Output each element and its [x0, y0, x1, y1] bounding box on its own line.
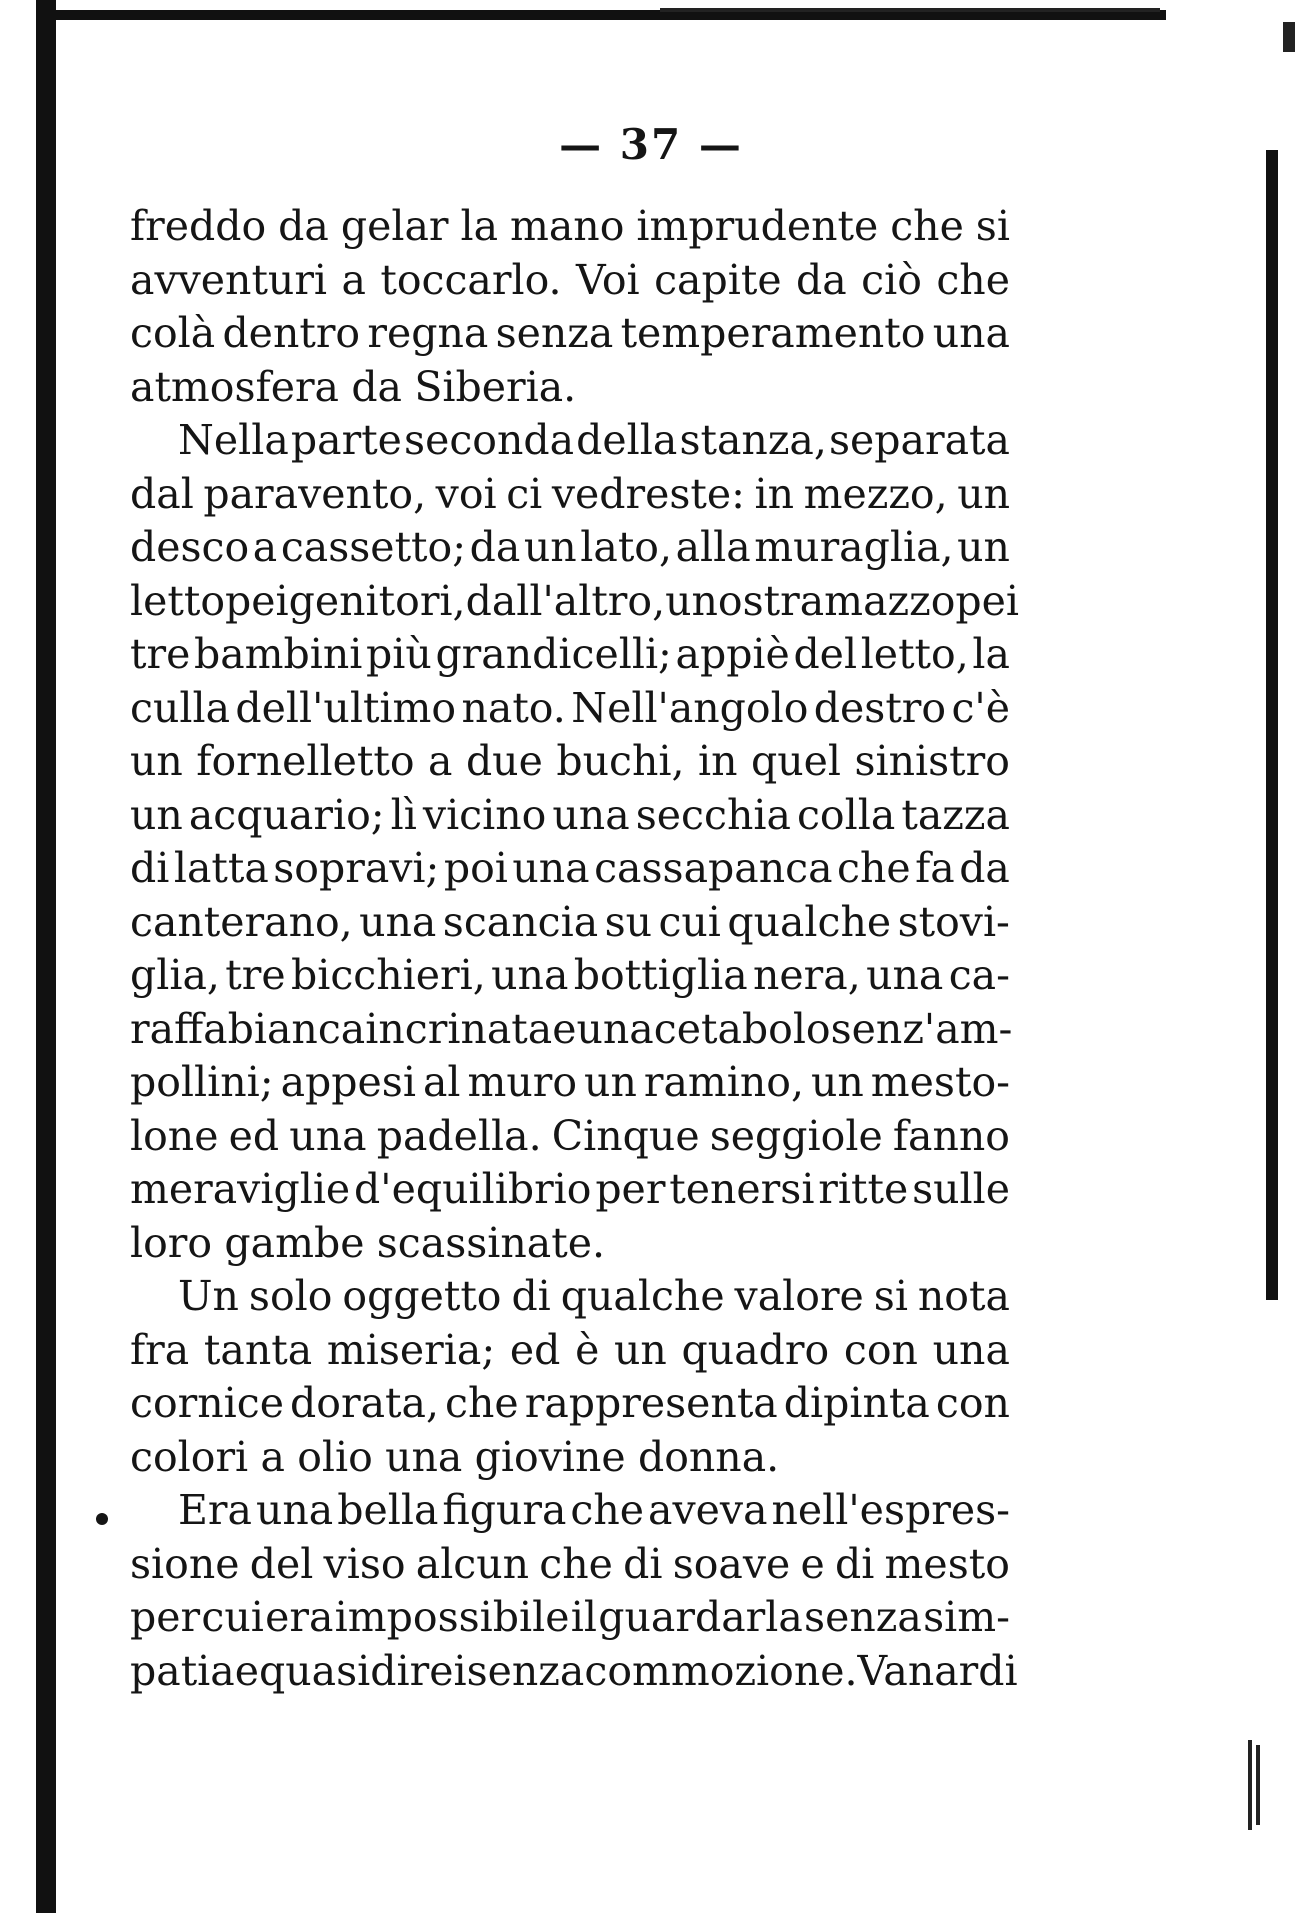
word: una	[932, 309, 1010, 357]
page-number: — 37 —	[559, 120, 743, 169]
word: canterano,	[130, 897, 353, 946]
word: e	[552, 1004, 577, 1053]
word: un	[957, 469, 1010, 518]
word: un	[584, 1058, 637, 1106]
word: senza	[804, 1593, 922, 1641]
word: qualche	[560, 1272, 725, 1320]
word: pei	[955, 576, 1020, 625]
word: quadro	[681, 1325, 830, 1374]
text-line	[130, 1163, 1010, 1217]
word: una	[866, 951, 944, 999]
word: ca-	[948, 951, 1010, 999]
word: miseria;	[326, 1325, 496, 1374]
word: in	[754, 469, 795, 518]
word: seggiole	[709, 1111, 883, 1160]
text-line	[130, 307, 1010, 361]
word: fa	[915, 844, 955, 892]
word: tazza	[901, 790, 1010, 839]
word: donna.	[637, 1432, 780, 1481]
word: e	[234, 1646, 259, 1695]
word: loro	[130, 1218, 213, 1267]
word: senza	[466, 1646, 585, 1695]
text-line	[130, 1217, 1010, 1271]
word: oggetto	[342, 1272, 502, 1320]
word: nera,	[753, 951, 861, 999]
word: nell'espres-	[771, 1486, 1010, 1534]
text-line	[130, 468, 1010, 522]
word: e	[800, 1539, 825, 1588]
text-line	[130, 575, 1020, 629]
word: gelar	[340, 202, 449, 250]
word: una	[491, 951, 569, 999]
word: che	[836, 844, 911, 892]
word: sulle	[912, 1165, 1010, 1213]
word: dorata,	[290, 1379, 439, 1427]
word: un	[130, 737, 183, 785]
word: scassinate.	[376, 1218, 606, 1267]
word: due	[465, 737, 543, 785]
word: pollini;	[130, 1058, 274, 1106]
word: un	[614, 1325, 667, 1374]
word: capite	[654, 255, 782, 304]
word: senza	[495, 309, 614, 357]
word: meraviglie	[130, 1165, 351, 1213]
word: temperamento	[620, 309, 926, 357]
word: secchia	[635, 790, 791, 839]
word: appesi	[280, 1058, 416, 1106]
word: vedreste:	[551, 469, 745, 518]
word: sinistro	[854, 737, 1010, 785]
word: colla	[796, 790, 896, 839]
word: a	[252, 523, 278, 571]
word: quel	[750, 737, 841, 785]
word: la	[972, 630, 1010, 678]
word: parte	[290, 416, 402, 464]
word: poi	[443, 844, 508, 892]
word: raffa	[130, 1004, 228, 1053]
word: di	[834, 1539, 875, 1588]
text-line	[130, 1324, 1010, 1378]
word: una	[289, 1111, 367, 1160]
word: a	[260, 1432, 285, 1481]
word: grandicelli;	[435, 630, 672, 678]
word: di	[623, 1539, 663, 1588]
word: per	[130, 1593, 201, 1641]
text-line	[130, 1484, 1010, 1538]
text-line	[130, 735, 1010, 789]
word: rappresenta	[524, 1379, 778, 1427]
text-line	[130, 1110, 1010, 1164]
word: acquario;	[188, 790, 385, 839]
text-line	[130, 949, 1010, 1003]
word: alcun	[415, 1539, 530, 1588]
word: a	[428, 737, 453, 785]
word: che	[890, 202, 964, 250]
word: destro	[813, 683, 947, 732]
word: colori	[130, 1432, 249, 1481]
word: commozione.	[584, 1646, 858, 1695]
word: una	[512, 844, 590, 892]
word: una	[255, 1486, 334, 1534]
word: genitori,	[288, 576, 466, 625]
word: si	[873, 1272, 908, 1320]
word: in	[697, 737, 738, 785]
word: nota	[917, 1272, 1010, 1320]
word: cui	[201, 1593, 264, 1641]
word: sione	[130, 1539, 240, 1588]
word: fanno	[892, 1111, 1010, 1160]
word: voi	[435, 469, 497, 518]
word: di	[511, 1272, 551, 1320]
word: seconda	[404, 416, 575, 464]
word: un	[810, 1058, 864, 1106]
word: bottiglia	[573, 951, 748, 999]
word: culla	[130, 683, 231, 732]
text-line	[130, 1056, 1010, 1110]
scan-mark	[1248, 1740, 1252, 1830]
text-line	[130, 1538, 1010, 1592]
word: bianca	[227, 1004, 366, 1053]
word: Nella	[178, 416, 289, 464]
word: la	[460, 202, 499, 250]
word: ci	[506, 469, 543, 518]
word: Vanardi	[857, 1646, 1018, 1695]
word: Voi	[576, 255, 640, 304]
text-line	[130, 1645, 1018, 1699]
word: un	[957, 523, 1010, 571]
word: mesto-	[870, 1058, 1010, 1106]
word: su	[604, 897, 653, 946]
word: bambini	[193, 630, 363, 678]
word: nato.	[461, 683, 566, 732]
word: impossibile	[334, 1593, 570, 1641]
word: Era	[178, 1486, 252, 1534]
word: scancia	[442, 897, 599, 946]
text-line	[130, 1003, 1013, 1057]
word: ed	[509, 1325, 561, 1374]
word: mano	[509, 202, 625, 250]
word: paravento,	[203, 469, 427, 518]
text-line	[130, 254, 1010, 308]
word: d'equilibrio	[354, 1165, 592, 1213]
word: figura	[442, 1486, 567, 1534]
word: da	[351, 362, 403, 411]
word: aveva	[648, 1486, 768, 1534]
text-line	[130, 682, 1010, 736]
word: gambe	[224, 1218, 365, 1267]
word: ciò	[861, 255, 922, 304]
word: mesto	[884, 1539, 1010, 1588]
word: tre	[225, 951, 286, 999]
word: che	[570, 1486, 645, 1534]
word: cui	[658, 897, 721, 946]
word: con	[935, 1379, 1010, 1427]
word: quasi	[259, 1646, 371, 1695]
word: valore	[734, 1272, 864, 1320]
word: viso	[323, 1539, 406, 1588]
word: con	[843, 1325, 918, 1374]
word: guardarla	[598, 1593, 803, 1641]
word: lato,	[580, 523, 673, 571]
text-line	[130, 521, 1010, 575]
word: un	[576, 1004, 630, 1053]
word: acetabolo	[629, 1004, 831, 1053]
word: bicchieri,	[290, 951, 486, 999]
word: dell'ultimo	[235, 683, 457, 732]
word: avventuri	[130, 255, 328, 304]
word: muro	[467, 1058, 578, 1106]
word: ed	[228, 1111, 280, 1160]
word: del	[249, 1539, 314, 1588]
word: fornelletto	[196, 737, 415, 785]
word: alla	[675, 523, 751, 571]
word: una	[932, 1325, 1010, 1374]
text-line	[130, 628, 1010, 682]
word: appiè	[675, 630, 790, 678]
word: dal	[130, 469, 194, 518]
text-line	[130, 200, 1010, 254]
word: mezzo,	[803, 469, 948, 518]
word: olio	[297, 1432, 373, 1481]
scan-border-top-thin	[660, 8, 1160, 12]
word: per	[595, 1165, 666, 1213]
text-line	[130, 414, 1010, 468]
word: Siberia.	[414, 362, 577, 411]
word: imprudente	[636, 202, 879, 250]
word: lone	[130, 1111, 219, 1160]
word: una	[359, 897, 437, 946]
word: da	[469, 523, 521, 571]
word: da	[796, 255, 847, 304]
text-line	[130, 896, 1010, 950]
word: si	[975, 202, 1010, 250]
word: da	[278, 202, 329, 250]
word: soave	[672, 1539, 791, 1588]
word: pei	[225, 576, 289, 625]
word: del	[793, 630, 858, 678]
scan-border-right	[1266, 150, 1278, 1300]
word: che	[936, 255, 1010, 304]
word: che	[539, 1539, 613, 1588]
word: che	[445, 1379, 519, 1427]
word: letto	[130, 576, 226, 625]
word: della	[576, 416, 678, 464]
word: desco	[130, 523, 250, 571]
text-line	[130, 842, 1010, 896]
word: giovine	[474, 1432, 626, 1481]
word: ritte	[818, 1165, 909, 1213]
word: una	[552, 790, 630, 839]
word: glia,	[130, 951, 220, 999]
word: patia	[130, 1646, 235, 1695]
word: fra	[130, 1325, 190, 1374]
word: un	[130, 790, 183, 839]
word: sim-	[923, 1593, 1010, 1641]
word: era	[265, 1593, 334, 1641]
word: è	[575, 1325, 600, 1374]
word: Nell'angolo	[571, 683, 809, 732]
word: bella	[337, 1486, 439, 1534]
word: Un	[178, 1272, 239, 1320]
text-line	[130, 1591, 1010, 1645]
word: stramazzo	[742, 576, 956, 625]
word: tre	[130, 630, 191, 678]
word: di	[130, 844, 170, 892]
text-line	[130, 361, 1010, 415]
word: più	[366, 630, 432, 678]
word: al	[422, 1058, 461, 1106]
word: un	[523, 523, 577, 571]
word: qualche	[727, 897, 892, 946]
word: cornice	[130, 1379, 284, 1427]
word: c'è	[951, 683, 1010, 732]
word: dentro	[222, 309, 361, 357]
scan-mark	[1283, 22, 1295, 52]
word: incrinata	[365, 1004, 553, 1053]
word: regna	[367, 309, 489, 357]
word: letto,	[860, 630, 969, 678]
word: buchi,	[556, 737, 685, 785]
text-line	[130, 789, 1010, 843]
body-text	[130, 200, 1020, 1698]
word: colà	[130, 309, 216, 357]
word: solo	[248, 1272, 333, 1320]
word: lì	[390, 790, 417, 839]
word: atmosfera	[130, 362, 340, 411]
word: dipinta	[783, 1379, 930, 1427]
word: latta	[173, 844, 269, 892]
word: tanta	[203, 1325, 313, 1374]
word: tenersi	[669, 1165, 815, 1213]
word: vicino	[422, 790, 547, 839]
scan-border-left	[36, 0, 56, 1913]
word: uno	[665, 576, 743, 625]
text-line	[130, 1270, 1010, 1324]
word: toccarlo.	[380, 255, 562, 304]
word: sopravi;	[273, 844, 440, 892]
text-line	[130, 1377, 1010, 1431]
word: senz'am-	[830, 1004, 1013, 1053]
text-line	[130, 1431, 1010, 1485]
word: direi	[370, 1646, 467, 1695]
scan-mark	[1256, 1745, 1260, 1825]
word: ramino,	[643, 1058, 804, 1106]
word: freddo	[130, 202, 267, 250]
word: Cinque	[551, 1111, 700, 1160]
word: dall'altro,	[465, 576, 666, 625]
word: a	[341, 255, 366, 304]
word: da	[959, 844, 1010, 892]
word: stanza,	[679, 416, 827, 464]
word: il	[570, 1593, 597, 1641]
word: cassapanca	[594, 844, 833, 892]
word: cassetto;	[280, 523, 467, 571]
word: padella.	[376, 1111, 542, 1160]
paragraph-bullet	[96, 1513, 108, 1525]
word: stovi-	[897, 897, 1010, 946]
word: muraglia,	[754, 523, 954, 571]
word: separata	[829, 416, 1010, 464]
word: una	[385, 1432, 463, 1481]
